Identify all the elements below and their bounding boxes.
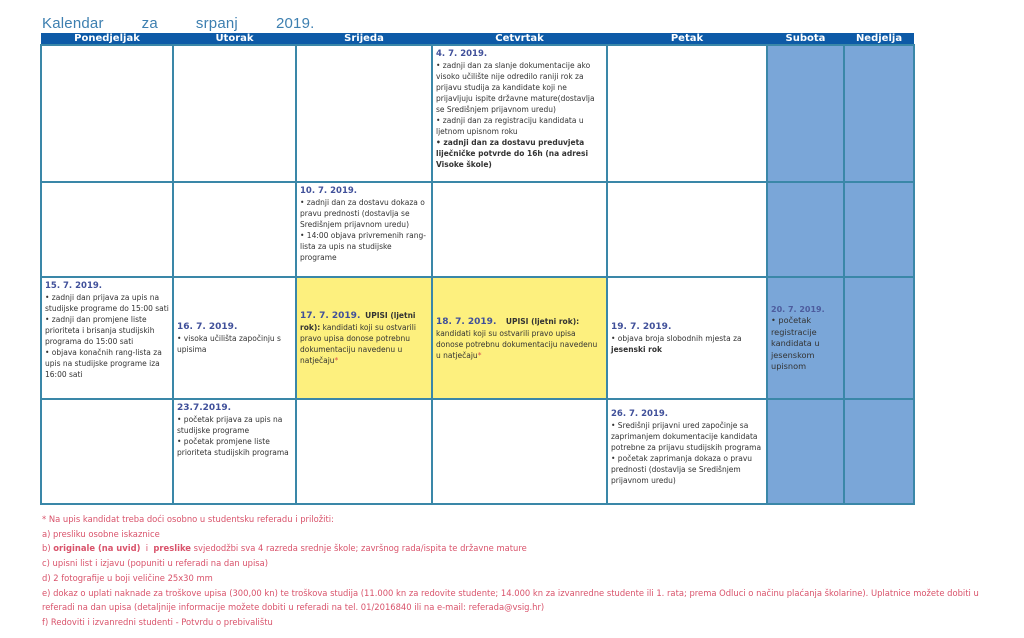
day-cell-weekend: [767, 399, 844, 504]
footnote-c: c) upisni list i izjavu (popuniti u referadi na dan upisa): [42, 558, 269, 569]
day-cell-weekend: [844, 399, 914, 504]
day-cell-empty: [296, 45, 432, 182]
week-row: [41, 399, 914, 504]
footnote-intro: * Na upis kandidat treba doći osobno u studentsku referadu i priložiti:: [42, 514, 334, 524]
header-saturday: Subota: [767, 33, 844, 45]
event-date: 26. 7. 2019.: [611, 409, 669, 419]
event-item: • zadnji dan za dostavu preduvjeta liječničke potvrde do 16h (na adresi Visoke škole): [436, 138, 589, 169]
header-thursday: Četvrtak: [432, 33, 607, 45]
day-cell-empty: [607, 182, 767, 277]
event-item-text: • objava broja slobodnih mjesta za: [611, 334, 742, 343]
event-date: 18. 7. 2019.: [436, 316, 497, 327]
title-word: 2019.: [275, 15, 315, 32]
event-date: 17. 7. 2019.: [300, 311, 361, 321]
day-cell-jul17: [296, 277, 432, 399]
event-item: • 14:00 objava privremenih rang-lista za upis na studijske programe: [300, 231, 426, 262]
event-text: kandidati koji su ostvarili pravo upisa donose potrebnu dokumentaciju navedenu u natječaju: [300, 323, 416, 365]
event-item-bold: jesenski rok: [611, 345, 663, 354]
event-date: 15. 7. 2019.: [45, 281, 103, 291]
footnote-d: d) 2 fotografije u boji veličine 25x30 mm: [42, 572, 213, 583]
event-date: 20. 7. 2019.: [771, 304, 825, 314]
header-friday: Petak: [607, 33, 767, 45]
footnote-marker: *: [334, 356, 339, 365]
footnote-b-copies: preslike: [153, 543, 191, 554]
event-item: • početak registracije kandidata u jesenskom upisnom: [771, 315, 820, 371]
day-cell-weekend: [844, 182, 914, 277]
footnote-a: a) presliku osobne iskaznice: [42, 528, 160, 539]
footnote-b-and: i: [140, 543, 154, 554]
day-cell-empty: [607, 45, 767, 182]
day-cell-empty: [432, 399, 607, 504]
day-cell-empty: [432, 182, 607, 277]
day-cell-empty: [41, 399, 173, 504]
event-item: • zadnji dan prijava za upis na studijske programe do 15:00 sati: [45, 293, 169, 313]
event-item: • Središnji prijavni ured započinje sa zaprimanjem dokumentacije kandidata potrebne za prijavu studijskih programa: [611, 421, 762, 452]
day-cell-empty: [173, 45, 296, 182]
title-word: srpanj: [195, 15, 238, 32]
event-item: • zadnji dan za registraciju kandidata u ljetnom upisnom roku: [436, 116, 584, 136]
event-item: • početak zaprimanja dokaza o pravu prednosti (dostavlja se Središnjem prijavnom uredu): [611, 454, 753, 485]
calendar-table: [40, 33, 915, 505]
event-item: • objava konačnih rang-lista za upis na studijske programe iza 16:00 sati: [45, 348, 162, 379]
event-item: • zadnji dan promjene liste prioriteta i brisanja studijskih programa do 15:00 sati: [45, 315, 155, 346]
day-cell-empty: [173, 182, 296, 277]
event-heading: UPISI (ljetni rok):: [300, 311, 416, 332]
header-tuesday: Utorak: [173, 33, 296, 45]
footnote-b-prefix: b): [42, 543, 54, 554]
footnote-b-originals: originale (na uvid): [53, 543, 141, 554]
event-date: 10. 7. 2019.: [300, 186, 358, 196]
week-row: [41, 45, 914, 182]
event-item: [611, 333, 763, 355]
day-cell-jul4: [432, 45, 607, 182]
day-cell-jul19: [607, 277, 767, 399]
page-title: [42, 15, 353, 32]
footnotes: [42, 512, 982, 630]
day-cell-weekend: [767, 45, 844, 182]
event-item: • početak promjene liste prioriteta studijskih programa: [177, 437, 289, 457]
day-cell-jul26: [607, 399, 767, 504]
day-cell-empty: [41, 182, 173, 277]
header-wednesday: Srijeda: [296, 33, 432, 45]
event-date: 4. 7. 2019.: [436, 49, 488, 59]
event-date: 16. 7. 2019.: [177, 322, 238, 332]
title-word: za: [141, 15, 158, 32]
footnote-b-rest: svjedodžbi sva 4 razreda srednje škole; završnog rada/ispita te državne mature: [190, 543, 527, 554]
event-item: • zadnji dan za slanje dokumentacije ako visoko učilište nije odredilo raniji rok za prijavu studija za kandidate koji ne prijavljuju ispite državne mature(dostavlja se Središnjem prijavnom uredu): [436, 61, 595, 114]
footnote-e: e) dokaz o uplati naknade za troškove upisa (300,00 kn) te troškova studija (11.000 kn za redovite studente; 14.000 kn za izvanredne studente ili 1. rata; prema Odluci o načinu plaćanja školarine). Uplatnice možete dobiti u referadi na dan upisa (detaljnije informacije možete dobiti u referadi na tel. 01/2016840 ili na e-mail: referada@vsig.hr): [42, 587, 979, 613]
day-cell-weekend: [844, 277, 914, 399]
week-row: [41, 182, 914, 277]
footnote-b: [42, 541, 982, 556]
day-cell-weekend: [767, 182, 844, 277]
week-row: [41, 277, 914, 399]
footnote-marker: *: [477, 350, 482, 360]
event-heading: UPISI (ljetni rok):: [505, 316, 580, 326]
day-cell-jul23: [173, 399, 296, 504]
event-item: • zadnji dan za dostavu dokaza o pravu prednosti (dostavlja se Središnjem prijavnom uredu): [300, 198, 425, 229]
day-cell-jul15: [41, 277, 173, 399]
footnote-f: f) Redoviti i izvanredni studenti - Potvrdu o prebivalištu: [42, 616, 273, 627]
day-cell-jul16: [173, 277, 296, 399]
event-item: • početak prijava za upis na studijske programe: [177, 415, 283, 435]
day-cell-weekend: [844, 45, 914, 182]
event-date: 23.7.2019.: [177, 403, 232, 413]
day-cell-empty: [41, 45, 173, 182]
day-cell-jul10: [296, 182, 432, 277]
header-monday: Ponedjeljak: [41, 33, 173, 45]
event-text: kandidati koji su ostvarili pravo upisa donose potrebnu dokumentaciju navedenu u natječaju: [436, 328, 598, 360]
title-word: Kalendar: [42, 15, 104, 32]
calendar-header-row: [41, 33, 914, 45]
day-cell-jul18: [432, 277, 607, 399]
day-cell-jul20: [767, 277, 844, 399]
event-date: 19. 7. 2019.: [611, 322, 672, 332]
event-item: • visoka učilišta započinju s upisima: [177, 334, 281, 354]
day-cell-empty: [296, 399, 432, 504]
header-sunday: Nedjelja: [844, 33, 914, 45]
